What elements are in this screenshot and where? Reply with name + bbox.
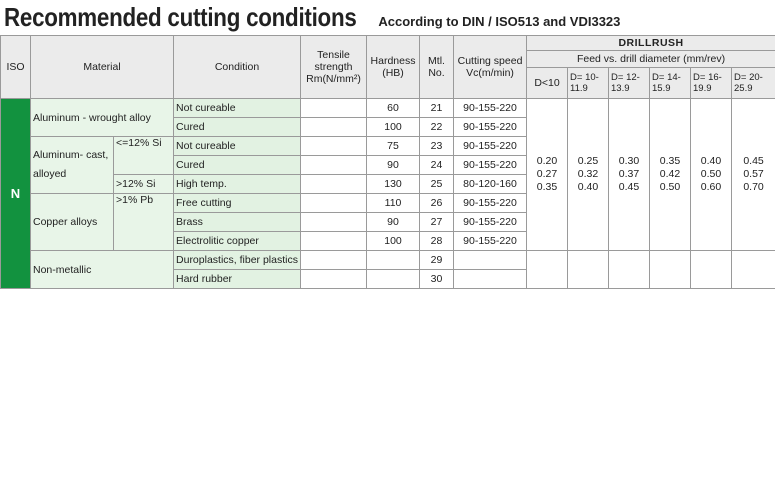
feed-cell-empty [732,251,775,289]
hardness-cell: 60 [367,99,420,118]
feed-cell-empty [609,251,650,289]
material-sub-cell: >12% Si [114,175,174,194]
condition-cell: Duroplastics, fiber plastics [174,251,301,270]
speed-cell: 90-155-220 [454,137,527,156]
header-tensile-strength: Tensile strength Rm(N/mm²) [301,36,367,99]
hardness-cell: 90 [367,156,420,175]
header-iso: ISO [1,36,31,99]
hardness-cell: 100 [367,232,420,251]
tensile-cell [301,156,367,175]
iso-group-cell: N [1,99,31,289]
material-cell: Aluminum - wrought alloy [31,99,174,137]
hardness-cell: 130 [367,175,420,194]
mtl-cell: 21 [420,99,454,118]
condition-cell: Not cureable [174,99,301,118]
hardness-cell [367,251,420,270]
condition-cell: High temp. [174,175,301,194]
table-row [1,251,775,270]
header-diameter: D= 12-13.9 [609,68,650,99]
speed-cell: 80-120-160 [454,175,527,194]
condition-cell: Cured [174,156,301,175]
header-cutting-speed: Cutting speed Vc(m/min) [454,36,527,99]
condition-cell: Cured [174,118,301,137]
page-title [4,2,620,33]
material-sub-cell: <=12% Si [114,137,174,175]
speed-cell: 90-155-220 [454,232,527,251]
mtl-cell: 23 [420,137,454,156]
title-main: Recommended cutting conditions [4,2,357,32]
header-diameter: D<10 [527,68,568,99]
header-feed: Feed vs. drill diameter (mm/rev) [527,51,775,68]
table-row [1,99,775,118]
mtl-cell: 22 [420,118,454,137]
tensile-cell [301,175,367,194]
material-cell: Copper alloys [31,194,114,251]
header-diameter: D= 16-19.9 [691,68,732,99]
feed-cell-empty [568,251,609,289]
tensile-cell [301,137,367,156]
speed-cell: 90-155-220 [454,156,527,175]
speed-cell: 90-155-220 [454,194,527,213]
header-diameter: D= 20-25.9 [732,68,775,99]
feed-cell-empty [527,251,568,289]
condition-cell: Not cureable [174,137,301,156]
condition-cell: Free cutting [174,194,301,213]
mtl-cell: 25 [420,175,454,194]
tensile-cell [301,213,367,232]
feed-cell-empty [691,251,732,289]
mtl-cell: 28 [420,232,454,251]
material-cell: Non-metallic [31,251,174,289]
hardness-cell: 90 [367,213,420,232]
cutting-conditions-table [0,35,775,289]
tensile-cell [301,251,367,270]
header-mtl-no: Mtl. No. [420,36,454,99]
condition-cell: Hard rubber [174,270,301,289]
speed-cell: 90-155-220 [454,99,527,118]
speed-cell [454,251,527,270]
tensile-cell [301,99,367,118]
header-diameter: D= 10-11.9 [568,68,609,99]
condition-cell: Brass [174,213,301,232]
feed-cell-empty [650,251,691,289]
header-condition: Condition [174,36,301,99]
title-subtitle: According to DIN / ISO513 and VDI3323 [378,14,621,29]
material-sub-cell: >1% Pb [114,194,174,251]
tensile-cell [301,232,367,251]
speed-cell: 90-155-220 [454,213,527,232]
header-row-1 [1,36,775,51]
hardness-cell: 75 [367,137,420,156]
feed-cell: 0.35 0.42 0.50 [650,99,691,251]
speed-cell [454,270,527,289]
feed-cell: 0.25 0.32 0.40 [568,99,609,251]
feed-cell: 0.30 0.37 0.45 [609,99,650,251]
feed-cell: 0.40 0.50 0.60 [691,99,732,251]
mtl-cell: 30 [420,270,454,289]
feed-cell: 0.45 0.57 0.70 [732,99,775,251]
header-hardness: Hardness (HB) [367,36,420,99]
material-cell: Aluminum- cast, alloyed [31,137,114,194]
header-material: Material [31,36,174,99]
tensile-cell [301,118,367,137]
condition-cell: Electrolitic copper [174,232,301,251]
feed-cell: 0.20 0.27 0.35 [527,99,568,251]
mtl-cell: 26 [420,194,454,213]
mtl-cell: 27 [420,213,454,232]
tensile-cell [301,270,367,289]
hardness-cell [367,270,420,289]
mtl-cell: 29 [420,251,454,270]
speed-cell: 90-155-220 [454,118,527,137]
header-diameter: D= 14-15.9 [650,68,691,99]
tensile-cell [301,194,367,213]
mtl-cell: 24 [420,156,454,175]
hardness-cell: 100 [367,118,420,137]
header-drillrush: DRILLRUSH [527,36,775,51]
hardness-cell: 110 [367,194,420,213]
